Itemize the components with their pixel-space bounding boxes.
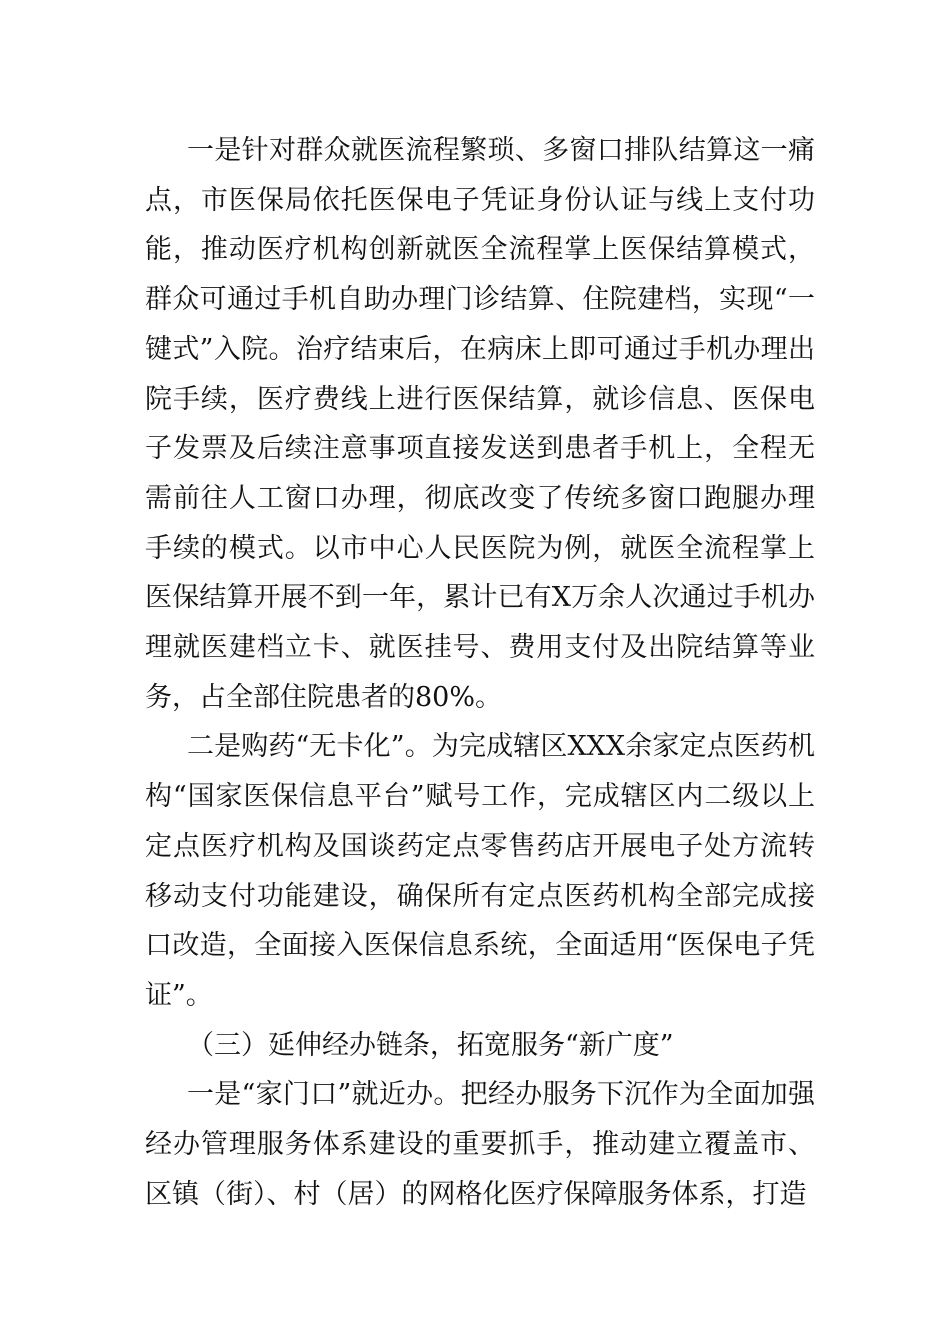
- paragraph-online-settlement: 一是针对群众就医流程繁琐、多窗口排队结算这一痛点，市医保局依托医保电子凭证身份认证与线上支付功能，推动医疗机构创新就医全流程掌上医保结算模式，群众可通过手机自助办理门诊结算、住院建档，实现“一键式”入院。治疗结束后，在病床上即可通过手机办理出院手续，医疗费线上进行医保结算，就诊信息、医保电子发票及后续注意事项直接发送到患者手机上，全程无需前往人工窗口办理，彻底改变了传统多窗口跑腿办理手续的模式。以市中心人民医院为例，就医全流程掌上医保结算开展不到一年，累计已有X万余人次通过手机办理就医建档立卡、就医挂号、费用支付及出院结算等业务，占全部住院患者的80%。: [145, 135, 815, 713]
- paragraph-nearby-service: 一是“家门口”就近办。把经办服务下沉作为全面加强经办管理服务体系建设的重要抓手，推动建立覆盖市、区镇（街）、村（居）的网格化医疗保障服务体系，打造: [145, 1079, 815, 1210]
- document-page: [145, 126, 815, 1219]
- paragraph-cardless-pharmacy: 二是购药“无卡化”。为完成辖区XXX余家定点医药机构“国家医保信息平台”赋号工作，完成辖区内二级以上定点医疗机构及国谈药定点零售药店开展电子处方流转移动支付功能建设，确保所有定点医药机构全部完成接口改造，全面接入医保信息系统，全面适用“医保电子凭证”。: [145, 731, 815, 1011]
- section-heading-three: （三）延伸经办链条，拓宽服务“新广度”: [187, 1029, 674, 1061]
